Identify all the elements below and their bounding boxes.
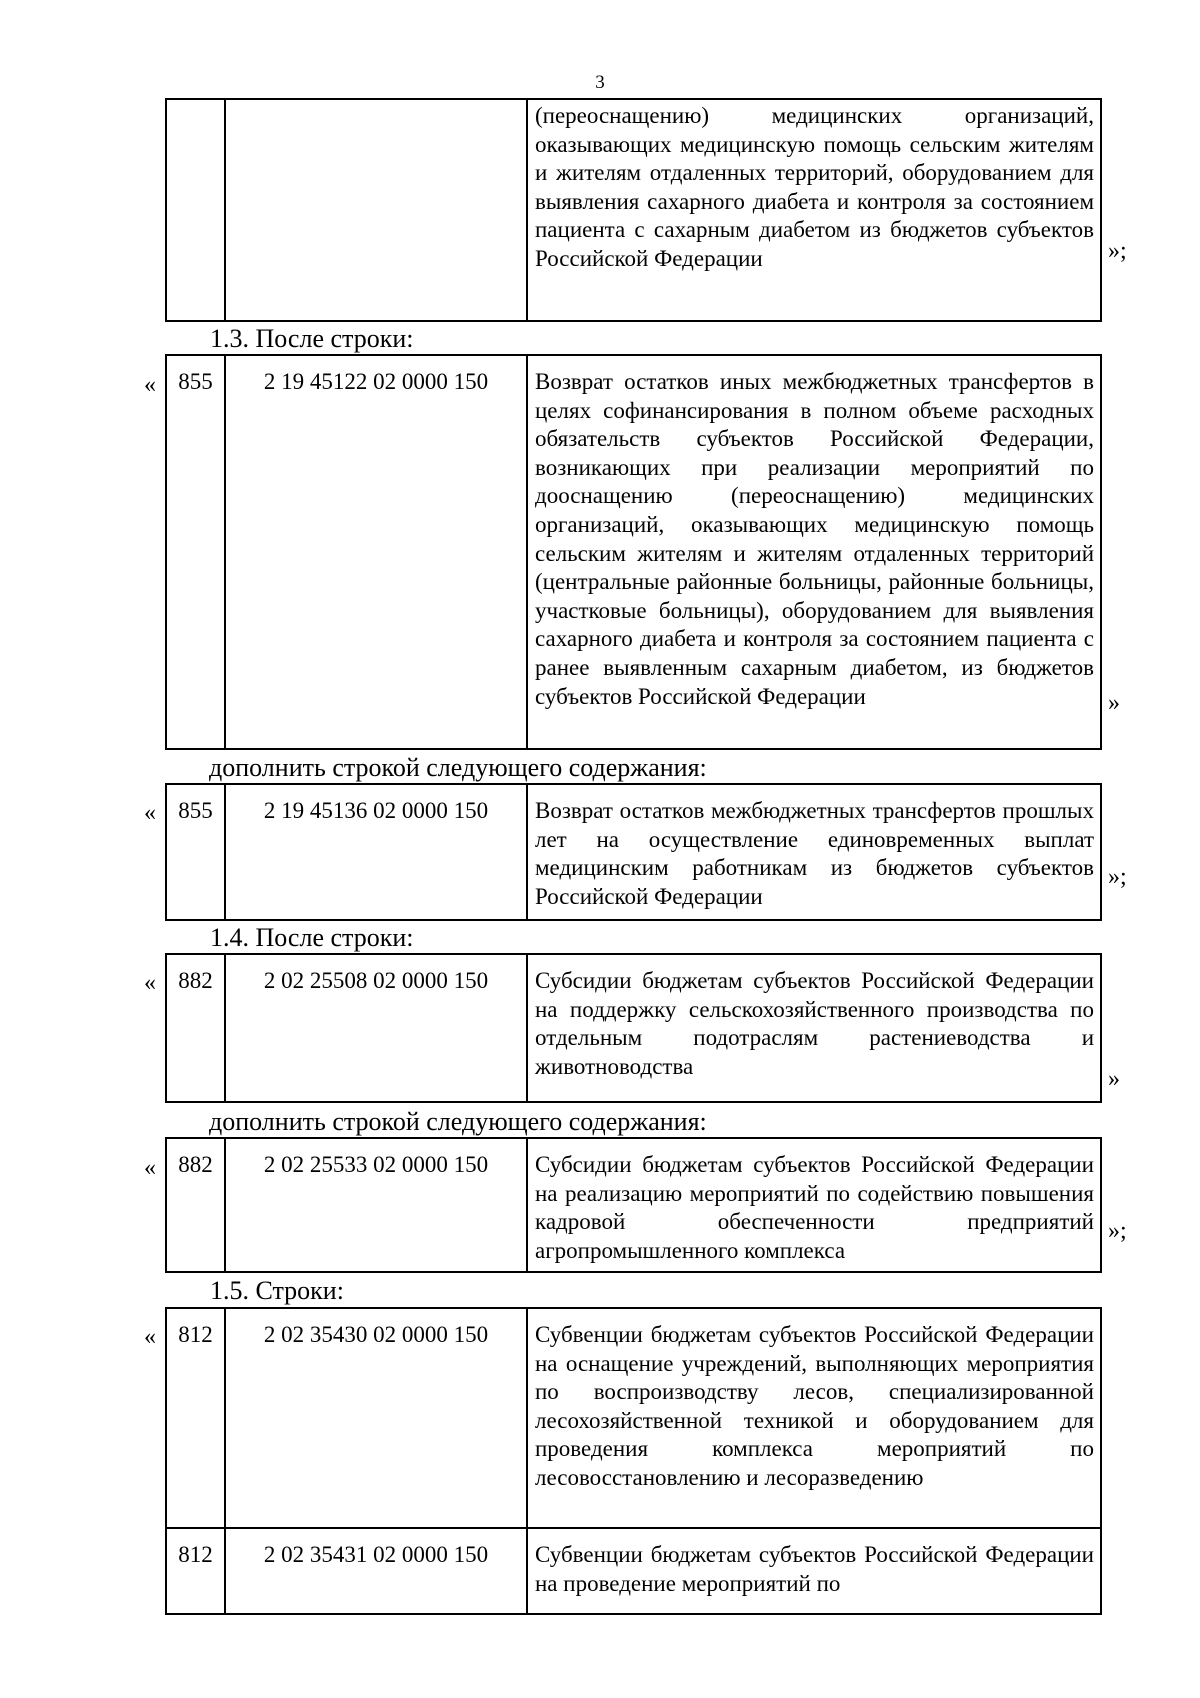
admin-code-cell: 882	[166, 1138, 225, 1272]
kbk-code-cell: 2 02 35430 02 0000 150	[225, 1308, 527, 1528]
description-cell: Субсидии бюджетам субъектов Российской Федерации на реализацию мероприятий по содействию повышения кадровой обеспеченности предприятий агропромышленного комплекса	[527, 1138, 1101, 1272]
table-row	[166, 355, 1101, 749]
table-row	[166, 784, 1101, 920]
closing-quote: »	[1108, 1066, 1120, 1092]
admin-code-cell: 855	[166, 784, 225, 920]
kbk-code-cell: 2 19 45136 02 0000 150	[225, 784, 527, 920]
admin-code-cell: 855	[166, 355, 225, 749]
section-heading-1-3: 1.3. После строки:	[210, 324, 414, 353]
closing-quote: »;	[1108, 238, 1127, 264]
kbk-code-cell	[225, 99, 527, 321]
kbk-code-cell: 2 02 25533 02 0000 150	[225, 1138, 527, 1272]
budget-table-1-5	[165, 1307, 1102, 1615]
section-heading-append: дополнить строкой следующего содержания:	[209, 1107, 707, 1136]
budget-table-1-4	[165, 953, 1102, 1103]
description-cell: Возврат остатков иных межбюджетных трансфертов в целях софинансирования в полном объеме расходных обязательств субъектов Российской Федерации, возникающих при реализации мероприятий по дооснащению (переоснащению) медицинских организаций, оказывающих медицинскую помощь сельским жителям и жителям отдаленных территорий (центральные районные больницы, районные больницы, участковые больницы), оборудованием для выявления сахарного диабета и контроля за состоянием пациента с ранее выявленным сахарным диабетом, из бюджетов субъектов Российской Федерации	[527, 355, 1101, 749]
budget-table-continuation	[165, 98, 1102, 322]
admin-code-cell: 812	[166, 1528, 225, 1614]
description-cell: Возврат остатков межбюджетных трансфертов прошлых лет на осуществление единовременных выплат медицинским работникам из бюджетов субъектов Российской Федерации	[527, 784, 1101, 920]
page-number: 3	[595, 72, 605, 93]
closing-quote: »;	[1108, 1218, 1127, 1244]
description-cell: Субвенции бюджетам субъектов Российской Федерации на проведение мероприятий по	[527, 1528, 1101, 1614]
section-heading-1-5: 1.5. Строки:	[210, 1276, 344, 1305]
opening-quote: «	[144, 970, 156, 996]
table-row	[166, 954, 1101, 1102]
description-cell: Субсидии бюджетам субъектов Российской Федерации на поддержку сельскохозяйственного производства по отдельным подотраслям растениеводства и животноводства	[527, 954, 1101, 1102]
kbk-code-cell: 2 02 35431 02 0000 150	[225, 1528, 527, 1614]
table-row	[166, 1138, 1101, 1272]
budget-table-append-2	[165, 1137, 1102, 1273]
budget-table-append-1	[165, 783, 1102, 921]
section-heading-1-4: 1.4. После строки:	[210, 923, 414, 952]
section-heading-append: дополнить строкой следующего содержания:	[209, 753, 707, 782]
closing-quote: »;	[1108, 864, 1127, 890]
table-row	[166, 1308, 1101, 1528]
description-cell: (переоснащению) медицинских организаций, оказывающих медицинскую помощь сельским жителям и жителям отдаленных территорий, оборудованием для выявления сахарного диабета и контроля за состоянием пациента с сахарным диабетом из бюджетов субъектов Российской Федерации	[527, 99, 1101, 321]
admin-code-cell: 882	[166, 954, 225, 1102]
table-row	[166, 99, 1101, 321]
description-cell: Субвенции бюджетам субъектов Российской Федерации на оснащение учреждений, выполняющих мероприятия по воспроизводству лесов, специализированной лесохозяйственной техникой и оборудованием для проведения комплекса мероприятий по лесовосстановлению и лесоразведению	[527, 1308, 1101, 1528]
admin-code-cell	[166, 99, 225, 321]
opening-quote: «	[144, 1155, 156, 1181]
admin-code-cell: 812	[166, 1308, 225, 1528]
opening-quote: «	[144, 372, 156, 398]
kbk-code-cell: 2 02 25508 02 0000 150	[225, 954, 527, 1102]
closing-quote: »	[1108, 690, 1120, 716]
table-row	[166, 1528, 1101, 1614]
kbk-code-cell: 2 19 45122 02 0000 150	[225, 355, 527, 749]
opening-quote: «	[144, 800, 156, 826]
budget-table-1-3	[165, 354, 1102, 750]
opening-quote: «	[144, 1324, 156, 1350]
